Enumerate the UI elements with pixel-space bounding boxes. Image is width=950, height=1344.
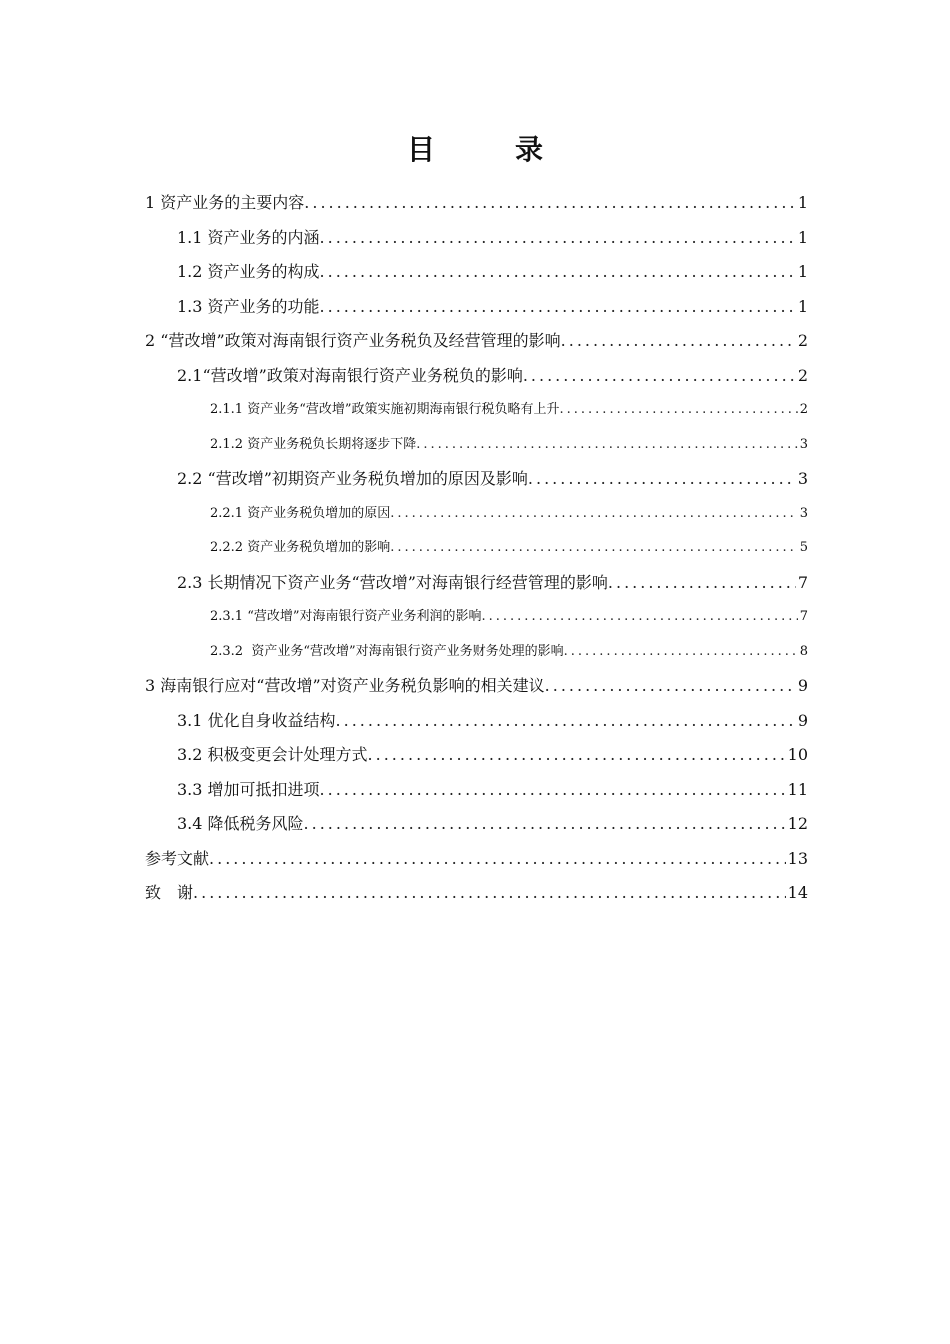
toc-entry-number: 3.1: [177, 710, 208, 730]
toc-dot-leader: [416, 428, 797, 463]
toc-entry-title: 资产业务“营改增”政策实施初期海南银行税负略有上升: [247, 402, 560, 417]
toc-entry-title: 增加可抵扣进项: [207, 779, 320, 799]
toc-entry-number: 2.2.2: [210, 540, 248, 555]
toc-entry-number: 2.1.2: [210, 436, 248, 452]
toc-entry[interactable]: [145, 738, 808, 773]
toc-title: 目 录: [406, 133, 569, 166]
toc-entry-title: “营改增”政策对海南银行资产业务税负及经营管理的影响: [160, 331, 561, 350]
toc-entry-number: 2.1.1: [210, 402, 248, 417]
toc-entry-title: 优化自身收益结构: [207, 710, 336, 730]
toc-entry-number: 2.3.2: [210, 643, 252, 659]
toc-entry-number: 3.3: [177, 779, 208, 799]
toc-dot-leader: [209, 842, 786, 877]
toc-entry-title: “营改增”对海南银行资产业务利润的影响: [247, 609, 482, 624]
toc-entry-page-number: 2: [799, 402, 808, 417]
toc-entry-title: “营改增”政策对海南银行资产业务税负的影响: [202, 365, 523, 385]
toc-dot-leader: [304, 186, 796, 221]
toc-entry-page-number: 14: [787, 883, 808, 902]
toc-dot-leader: [523, 359, 796, 394]
toc-entry-title: “营改增”初期资产业务税负增加的原因及影响: [207, 469, 528, 488]
toc-entry-title: 资产业务的构成: [207, 262, 320, 281]
toc-entry-page-number: 9: [797, 676, 808, 695]
toc-entry-title: 资产业务的内涵: [207, 227, 320, 247]
toc-dot-leader: [560, 393, 798, 428]
toc-dot-leader: [564, 635, 798, 670]
toc-entry[interactable]: [145, 773, 808, 808]
toc-entry-title: 积极变更会计处理方式: [207, 745, 368, 764]
toc-entry-page-number: 1: [797, 227, 808, 247]
toc-entry-title: 资产业务的功能: [207, 296, 320, 316]
toc-entry-title: 资产业务税负长期将逐步下降: [247, 436, 417, 452]
toc-dot-leader: [528, 462, 796, 497]
toc-entry[interactable]: [145, 669, 808, 704]
toc-dot-leader: [320, 221, 796, 256]
toc-entry-number: 2.2: [177, 469, 208, 488]
toc-entry-number: 1.1: [177, 227, 208, 247]
toc-dot-leader: [304, 807, 786, 842]
toc-dot-leader: [336, 704, 796, 739]
toc-entry-page-number: 1: [797, 193, 808, 212]
toc-entry[interactable]: [145, 531, 808, 566]
toc-entry-page-number: 9: [797, 710, 808, 730]
toc-entry-page-number: 2: [797, 365, 808, 385]
toc-entry[interactable]: [145, 876, 808, 911]
toc-entry-number: 2: [145, 331, 161, 350]
toc-entry-number: 1.2: [177, 262, 208, 281]
toc-entry-page-number: 3: [799, 505, 808, 521]
toc-entry-title: 资产业务税负增加的原因: [247, 505, 391, 521]
toc-entry-page-number: 13: [787, 848, 808, 868]
toc-entry-title: 致 谢: [145, 883, 194, 902]
toc-entry-page-number: 10: [787, 745, 808, 764]
toc-dot-leader: [608, 566, 796, 601]
toc-entry-number: 3.2: [177, 745, 208, 764]
toc-entry[interactable]: [145, 255, 808, 290]
toc-entry[interactable]: [145, 393, 808, 428]
toc-entry-title: 参考文献: [145, 848, 210, 868]
toc-entry-number: 1: [145, 193, 161, 212]
toc-entry-page-number: 8: [799, 643, 808, 659]
toc-entry[interactable]: [145, 566, 808, 601]
toc-entry-number: 2.3: [177, 572, 208, 592]
toc-entry-page-number: 5: [799, 540, 808, 555]
toc-entry-number: 3: [145, 676, 161, 695]
toc-entry-page-number: 3: [799, 436, 808, 452]
toc-dot-leader: [390, 497, 797, 532]
toc-entry-page-number: 3: [797, 469, 808, 488]
toc-entry[interactable]: [145, 600, 808, 635]
toc-dot-leader: [193, 876, 786, 911]
toc-dot-leader: [320, 255, 796, 290]
toc-entry[interactable]: [145, 807, 808, 842]
toc-entry-page-number: 12: [787, 814, 808, 833]
toc-dot-leader: [482, 600, 798, 635]
toc-entry[interactable]: [145, 497, 808, 532]
toc-entry[interactable]: [145, 186, 808, 221]
toc-entry[interactable]: [145, 221, 808, 256]
toc-entry-number: 3.4: [177, 814, 208, 833]
toc-entry[interactable]: [145, 290, 808, 325]
toc-entry-page-number: 11: [787, 779, 808, 799]
table-of-contents: [145, 186, 808, 911]
toc-dot-leader: [320, 773, 786, 808]
toc-dot-leader: [320, 290, 796, 325]
toc-entry-title: 长期情况下资产业务“营改增”对海南银行经营管理的影响: [207, 572, 608, 592]
toc-entry[interactable]: [145, 428, 808, 463]
toc-dot-leader: [368, 738, 786, 773]
toc-entry-number: 2.1: [177, 365, 203, 385]
toc-entry-page-number: 1: [797, 262, 808, 281]
toc-entry[interactable]: [145, 704, 808, 739]
toc-entry[interactable]: [145, 324, 808, 359]
toc-entry-number: 2.2.1: [210, 505, 248, 521]
toc-entry-page-number: 7: [797, 572, 808, 592]
toc-dot-leader: [545, 669, 796, 704]
toc-entry[interactable]: [145, 359, 808, 394]
toc-entry-number: 2.3.1: [210, 609, 248, 624]
toc-entry-page-number: 7: [799, 609, 808, 624]
toc-entry[interactable]: [145, 842, 808, 877]
toc-entry-title: 资产业务“营改增”对海南银行资产业务财务处理的影响: [251, 643, 564, 659]
toc-entry[interactable]: [145, 462, 808, 497]
toc-entry-number: 1.3: [177, 296, 208, 316]
toc-dot-leader: [390, 531, 797, 566]
toc-entry-title: 资产业务的主要内容: [160, 193, 305, 212]
toc-entry-title: 资产业务税负增加的影响: [247, 540, 391, 555]
toc-entry-page-number: 2: [797, 331, 808, 350]
toc-entry-title: 海南银行应对“营改增”对资产业务税负影响的相关建议: [160, 676, 545, 695]
toc-dot-leader: [561, 324, 796, 359]
toc-entry[interactable]: [145, 635, 808, 670]
toc-entry-title: 降低税务风险: [207, 814, 304, 833]
toc-entry-page-number: 1: [797, 296, 808, 316]
